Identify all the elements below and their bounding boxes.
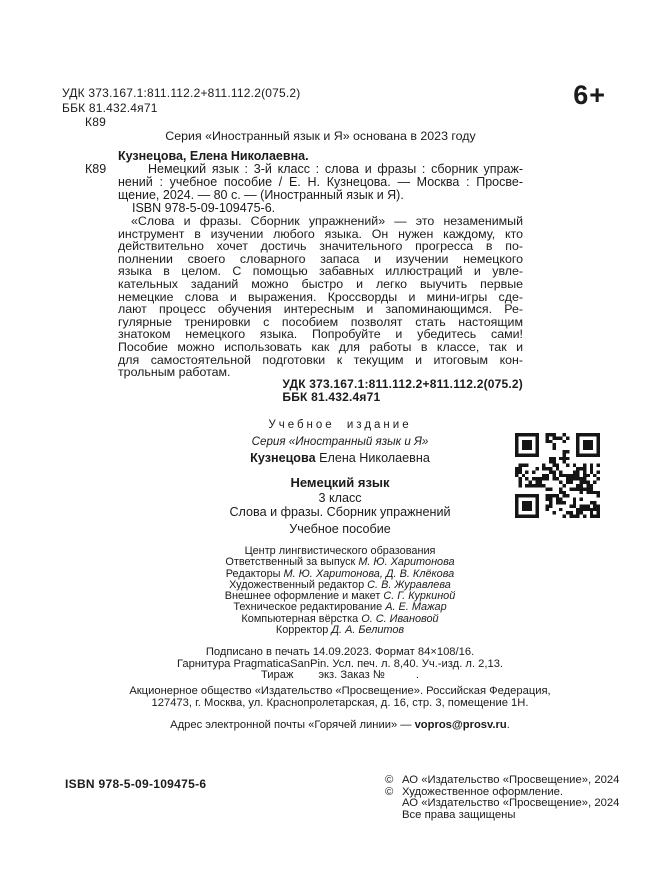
classification-block <box>118 378 523 406</box>
publisher-line: 127473, г. Москва, ул. Краснопролетарская, д. 16, стр. 3, помещение 1Н. <box>151 696 529 709</box>
bbk-line: ББК 81.432.4я71 <box>62 100 158 115</box>
catalog-isbn: ISBN 978-5-09-109475-6. <box>132 201 276 215</box>
credit-role: Компьютерная вёрстка <box>241 612 359 625</box>
copyright-sign: © <box>385 774 394 786</box>
credit-role: Художественный редактор <box>229 578 365 591</box>
credit-name: О. С. Ивановой <box>361 612 439 625</box>
annotation-line: гулярные тренировки с пособием позволят стать настоящим <box>118 314 523 329</box>
annotation-line: языка в целом. С помощью забавных иллюстраций и увле- <box>118 264 523 279</box>
credit-role: Внешнее оформление и макет <box>224 590 381 603</box>
credit-role: Техническое редактирование <box>233 601 383 614</box>
qr-code <box>515 433 600 518</box>
credit-name: С. Г. Куркиной <box>383 590 456 603</box>
footer-isbn: ISBN 978-5-09-109475-6 <box>65 777 207 791</box>
credit-item <box>60 625 620 636</box>
annotation-line: полнении своего словарного запаса и изучении немецкого <box>118 251 523 266</box>
catalog-line: Немецкий язык : 3-й класс : слова и фразы : сборник упраж- <box>148 162 523 176</box>
print-info-line: Подписано в печать 14.09.2023. Формат 84×108/16. <box>205 646 475 658</box>
author-sign-top: К89 <box>85 115 106 130</box>
edition-author-lastname: Кузнецова <box>250 451 316 465</box>
annotation-line: для самостоятельной подготовки к текущим и итоговым кон- <box>118 352 523 367</box>
annotation-line: действительно хочет достичь значительного прогресса в по- <box>118 239 523 254</box>
annotation <box>118 215 523 379</box>
hotline-email-line <box>60 719 620 731</box>
credit-name: Д. А. Белитов <box>331 624 405 637</box>
edition-series: Серия «Иностранный язык и Я» <box>251 435 429 448</box>
annotation-line: инструмент в изучении любого языка. Он нужен каждому, кто <box>118 226 523 241</box>
copyright-text: Все права защищены <box>402 808 516 821</box>
book-grade: 3 класс <box>318 491 362 505</box>
copyright-line <box>385 775 620 787</box>
credit-name: С. В. Журавлева <box>367 578 451 591</box>
credit-role: Редакторы <box>225 567 281 580</box>
copyright-sign <box>385 798 402 810</box>
udk-line: УДК 373.167.1:811.112.2+811.112.2(075.2) <box>62 86 301 100</box>
annotation-line: знатоком немецкого языка. Попробуйте и убедитесь сами! <box>118 327 523 342</box>
copyright-text: АО «Издательство «Просвещение», 2024 <box>402 774 620 786</box>
catalog-entry <box>85 149 523 215</box>
copyright-sign: © <box>385 785 394 798</box>
annotation-line: кательных заданий можно быстро и легко выучить первые <box>118 276 523 291</box>
catalog-line: нений : учебное пособие / Е. Н. Кузнецова. — Москва : Просве- <box>118 175 523 189</box>
credit-role: Корректор <box>275 624 329 637</box>
book-type: Учебное пособие <box>289 522 391 536</box>
copyright-text: Художественное оформление. <box>402 785 564 798</box>
copyright-line <box>385 810 620 822</box>
hotline-email: vopros@prosv.ru <box>414 719 507 731</box>
credit-name: М. Ю. Харитонова, Д. В. Клёкова <box>283 567 455 580</box>
publisher-info <box>60 686 620 709</box>
edition-kind: Учебное издание <box>268 419 412 431</box>
bbk-bold-line: ББК 81.432.4я71 <box>282 389 381 404</box>
hotline-email-suffix: . <box>506 719 510 731</box>
series-founded-note: Серия «Иностранный язык и Я» основана в 2023 году <box>165 129 476 143</box>
print-info <box>60 647 620 682</box>
credit-role: Центр лингвистического образования <box>244 545 436 557</box>
annotation-line: немецкие слова и выражения. Кроссворды и мини-игры сде- <box>118 289 523 304</box>
print-info-line: Тираж экз. Заказ № . <box>260 669 420 682</box>
copyright-block <box>385 775 620 821</box>
edition-author-givenname: Елена Николаевна <box>315 451 430 465</box>
credit-role: Ответственный за выпуск <box>225 556 356 569</box>
catalog-code: К89 <box>85 162 107 176</box>
annotation-line: лают процесс обучения интересным и запоминающимся. Ре- <box>118 302 523 317</box>
credit-name: А. Е. Мажар <box>385 601 447 614</box>
hotline-email-prefix: Адрес электронной почты «Горячей линии» — <box>170 719 415 731</box>
annotation-line: Пособие можно использовать как для работы в классе, так и <box>118 339 523 354</box>
book-title: Немецкий язык <box>290 475 390 490</box>
age-rating-badge: 6+ <box>573 80 606 110</box>
top-codes-block <box>62 86 301 130</box>
copyright-text: АО «Издательство «Просвещение», 2024 <box>402 797 620 810</box>
book-subtitle: Слова и фразы. Сборник упражнений <box>229 505 451 519</box>
print-info-line: Гарнитура PragmaticaSanPin. Усл. печ. л. 8,40. Уч.-изд. л. 2,13. <box>176 657 504 670</box>
annotation-line: «Слова и фразы. Сборник упражнений» — это незаменимый <box>131 214 523 228</box>
publisher-line: Акционерное общество «Издательство «Просвещение». Российская Федерация, <box>129 685 551 697</box>
annotation-line: трольным работам. <box>118 365 231 380</box>
credit-name: М. Ю. Харитонова <box>358 556 455 569</box>
catalog-line: щение, 2024. — 80 с. — (Иностранный язык и Я). <box>118 188 404 202</box>
udk-bold-line: УДК 373.167.1:811.112.2+811.112.2(075.2) <box>282 377 523 391</box>
catalog-author: Кузнецова, Елена Николаевна. <box>118 149 309 163</box>
copyright-sign <box>385 810 402 822</box>
credits-list <box>60 546 620 636</box>
